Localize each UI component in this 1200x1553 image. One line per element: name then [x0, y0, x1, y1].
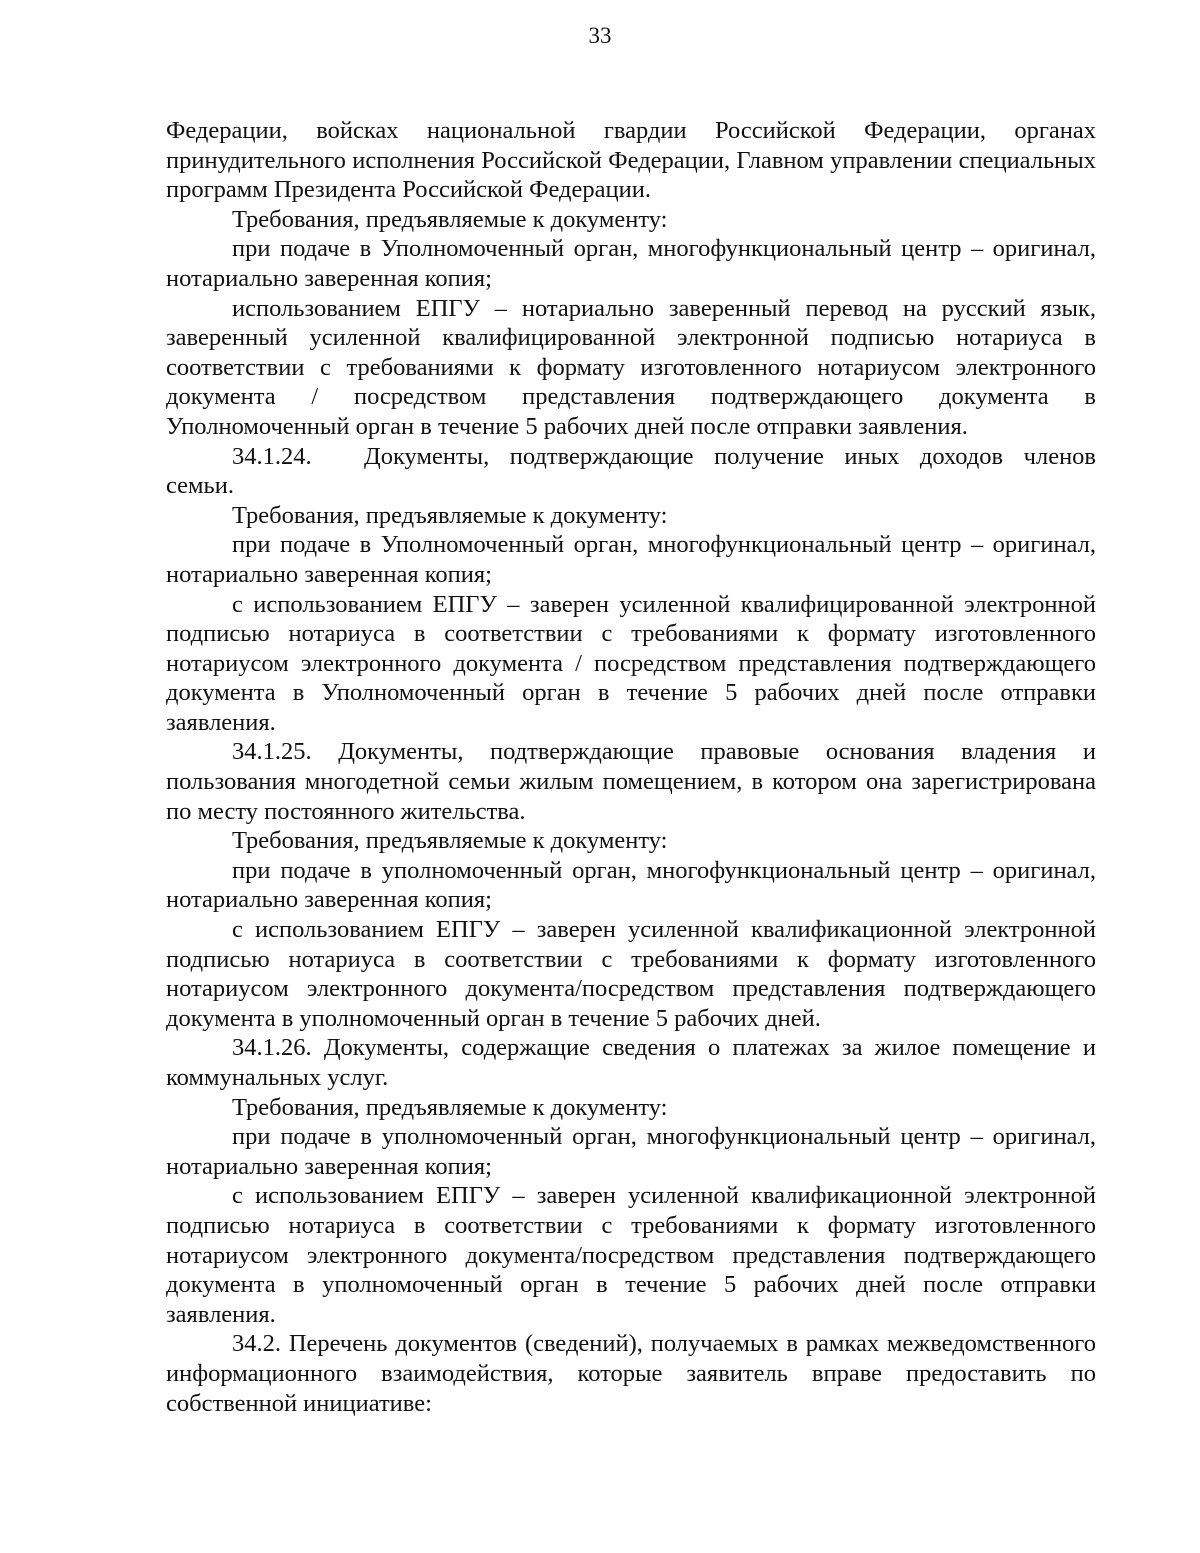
- paragraph-submission-office: при подаче в уполномоченный орган, многофункциональный центр – оригинал, нотариально заверенная копия;: [166, 1123, 1096, 1180]
- paragraph-item-34-1-26: 34.1.26. Документы, содержащие сведения о платежах за жилое помещение и коммунальных услуг.: [166, 1034, 1096, 1091]
- paragraph-submission-epgu: с использованием ЕПГУ – заверен усиленной квалификационной электронной подписью нотариуса в соответствии с требованиями к формату изготовленного нотариусом электронного документа/посредством представления подтверждающего документа в уполномоченный орган в течение 5 рабочих дней.: [166, 916, 1096, 1032]
- paragraph-submission-office: при подаче в уполномоченный орган, многофункциональный центр – оригинал, нотариально заверенная копия;: [166, 856, 1096, 914]
- paragraph-submission-epgu: использованием ЕПГУ – нотариально заверенный перевод на русский язык, заверенный усиленной квалифицированной электронной подписью нотариуса в соответствии с требованиями к формату изготовленного нотариусом электронного документа / посредством представления подтверждающего документа в Уполномоченный орган в течение 5 рабочих дней после отправки заявления.: [166, 294, 1096, 440]
- item-text: Документы, подтверждающие получение иных доходов членов семьи.: [166, 442, 1096, 500]
- paragraph-submission-office: при подаче в Уполномоченный орган, многофункциональный центр – оригинал, нотариально заверенная копия;: [166, 235, 1096, 292]
- document-body: [166, 116, 1096, 1418]
- paragraph-requirements-heading: Требования, предъявляемые к документу:: [232, 205, 668, 233]
- paragraph-requirements-heading: Требования, предъявляемые к документу:: [232, 1093, 668, 1121]
- item-number: 34.1.24.: [232, 442, 312, 470]
- paragraph-item-34-1-24: [166, 442, 1096, 501]
- paragraph-continuation: Федерации, войсках национальной гвардии Российской Федерации, органах принудительного исполнения Российской Федерации, Главном управлении специальных программ Президента Российской Федерации.: [166, 117, 1096, 204]
- paragraph-item-34-1-25: 34.1.25. Документы, подтверждающие правовые основания владения и пользования многодетной семьи жилым помещением, в котором она зарегистрирована по месту постоянного жительства.: [166, 738, 1096, 825]
- paragraph-requirements-heading: Требования, предъявляемые к документу:: [232, 827, 668, 855]
- paragraph-submission-epgu: с использованием ЕПГУ – заверен усиленной квалифицированной электронной подписью нотариуса в соответствии с требованиями к формату изготовленного нотариусом электронного документа / посредством представления подтверждающего документа в Уполномоченный орган в течение 5 рабочих дней после отправки заявления.: [166, 590, 1096, 736]
- paragraph-item-34-2: 34.2. Перечень документов (сведений), получаемых в рамках межведомственного информационного взаимодействия, которые заявитель вправе предоставить по собственной инициативе:: [166, 1330, 1096, 1417]
- paragraph-submission-epgu: с использованием ЕПГУ – заверен усиленной квалификационной электронной подписью нотариуса в соответствии с требованиями к формату изготовленного нотариусом электронного документа/посредством представления подтверждающего документа в уполномоченный орган в течение 5 рабочих дней после отправки заявления.: [166, 1182, 1096, 1328]
- page-number: 33: [588, 23, 612, 48]
- paragraph-requirements-heading: Требования, предъявляемые к документу:: [232, 501, 668, 529]
- paragraph-submission-office: при подаче в Уполномоченный орган, многофункциональный центр – оригинал, нотариально заверенная копия;: [166, 531, 1096, 588]
